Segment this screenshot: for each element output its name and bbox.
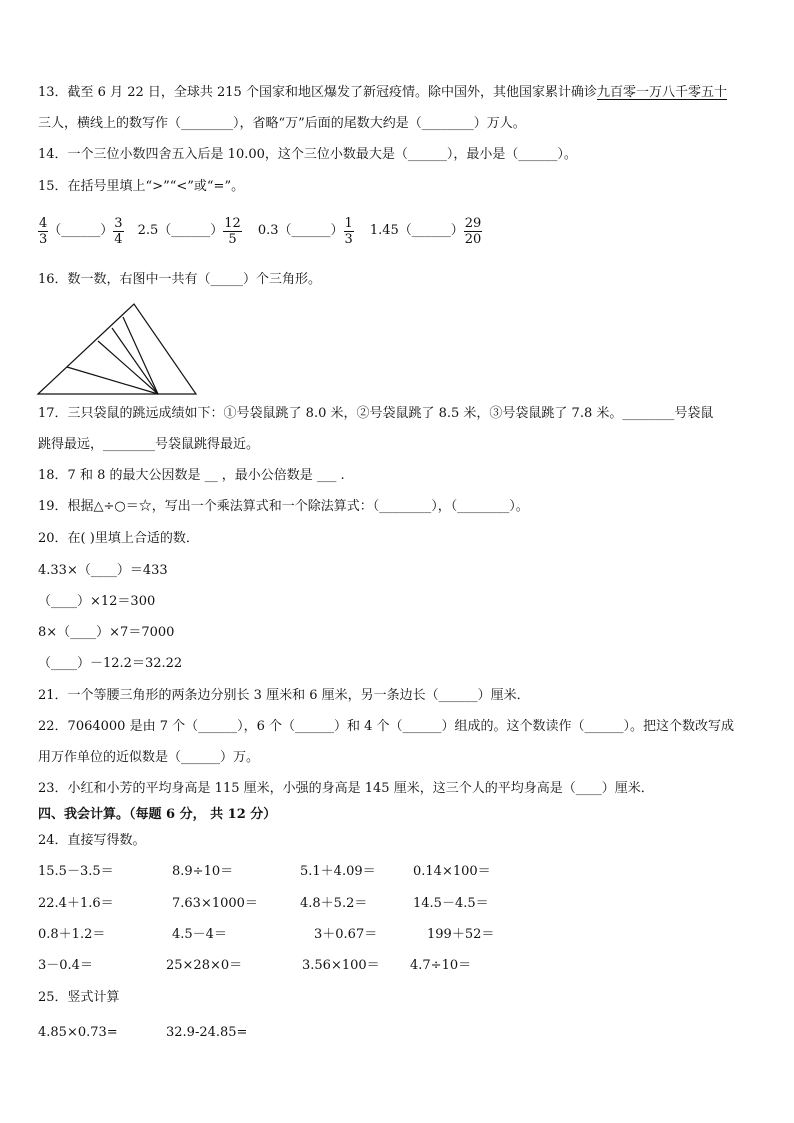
q21: 21．一个等腰三角形的两条边分别长 3 厘米和 6 厘米，另一条边长（______）厘米． (38, 688, 530, 703)
q15-item3-right-fraction: $\frac{1}{3}$ (344, 215, 353, 247)
q15-item1-right-fraction: $\frac{3}{4}$ (114, 215, 123, 247)
q24-r1c1: 15.5－3.5＝ (38, 864, 114, 879)
q24-stem: 24．直接写得数。 (38, 833, 146, 848)
triangle-cevian-3 (123, 317, 158, 394)
q15-item3-left: 0.3 (257, 223, 279, 238)
q20-item-3: 8×（____）×7＝7000 (38, 625, 175, 640)
section4-heading: 四、我会计算。（每题 6 分， 共 12 分） (38, 807, 277, 822)
q24-r4c4: 4.7÷10＝ (410, 958, 472, 973)
q13-text-a: 13．截至 6 月 22 日，全球共 215 个国家和地区爆发了新冠疫情。除中国外，其他国家累计确诊 (38, 85, 597, 100)
q16-triangle-figure (36, 300, 201, 400)
q20-stem: 20．在( )里填上合适的数． (38, 531, 199, 546)
q22-line2: 用万作单位的近似数是（______）万。 (38, 750, 260, 765)
triangle-cevian-4 (67, 367, 158, 394)
q25-item-2: 32.9-24.85= (166, 1025, 248, 1040)
q24-r2c2: 7.63×1000＝ (172, 896, 258, 911)
q13-line2: 三人，横线上的数写作（________），省略“万”后面的尾数大约是（________）万人。 (38, 116, 526, 131)
q15-item1-left-fraction: $\frac{4}{3}$ (39, 215, 48, 247)
q24-r2c3: 4.8＋5.2＝ (300, 896, 368, 911)
q23: 23．小红和小芳的平均身高是 115 厘米，小强的身高是 145 厘米，这三个人的平均身高是（____）厘米． (38, 781, 654, 796)
q16: 16．数一数，右图中一共有（_____）个三角形。 (38, 272, 322, 287)
q20-item-1: 4.33×（____）＝433 (38, 563, 168, 578)
q15-item2-left: 2.5 (137, 223, 159, 238)
q15-item2-blank[interactable]: （______） (158, 223, 224, 238)
q24-r3c1: 0.8＋1.2＝ (38, 927, 106, 942)
q24-r4c1: 3－0.4＝ (38, 958, 93, 973)
q25-item-1: 4.85×0.73= (38, 1025, 118, 1040)
q15-item4-right-fraction: $\frac{29}{20}$ (464, 215, 482, 247)
q15-item4-left: 1.45 (369, 223, 399, 238)
q24-r3c4: 199＋52＝ (427, 927, 495, 942)
q15-compare-row (38, 211, 482, 251)
q24-r4c2: 25×28×0＝ (166, 958, 243, 973)
q24-r2c4: 14.5－4.5＝ (413, 896, 489, 911)
q15-item2-right-fraction: $\frac{12}{5}$ (224, 215, 241, 247)
q13-line1 (38, 84, 727, 102)
q20-item-4: （____）－12.2＝32.22 (38, 656, 183, 671)
triangle-outline (38, 304, 196, 394)
q15-item3-blank[interactable]: （______） (278, 223, 344, 238)
q19: 19．根据△÷○＝☆，写出一个乘法算式和一个除法算式：（________），（________）。 (38, 499, 529, 514)
triangle-cevian-2 (112, 328, 158, 394)
q15-item1-blank[interactable]: （______） (48, 223, 114, 238)
q15-stem: 15．在括号里填上“>”“<”或“=”。 (38, 179, 245, 194)
q14: 14．一个三位小数四舍五入后是 10.00，这个三位小数最大是（______），最小是（______）。 (38, 147, 577, 162)
q17-line2: 跳得最远，________号袋鼠跳得最近。 (38, 437, 260, 452)
q24-r1c3: 5.1＋4.09＝ (300, 864, 376, 879)
q24-r2c1: 22.4＋1.6＝ (38, 896, 114, 911)
q24-r4c3: 3.56×100＝ (302, 958, 380, 973)
q13-underlined-number: 九百零一万八千零五十 (596, 85, 727, 100)
triangle-cevian-1 (98, 341, 158, 394)
q20-item-2: （____）×12＝300 (38, 594, 156, 609)
q15-item4-blank[interactable]: （______） (398, 223, 464, 238)
q24-r3c3: 3＋0.67＝ (314, 927, 378, 942)
q24-r1c2: 8.9÷10＝ (172, 864, 234, 879)
q18: 18．7 和 8 的最大公因数是 __ ，最小公倍数是 ___ . (38, 468, 345, 483)
q22-line1: 22．7064000 是由 7 个（______），6 个（______）和 4 个（______）组成的。这个数读作（______）。把这个数改写成 (38, 719, 735, 734)
q24-r1c4: 0.14×100＝ (413, 864, 491, 879)
q24-r3c2: 4.5－4＝ (172, 927, 227, 942)
q25-stem: 25．竖式计算 (38, 990, 120, 1005)
q17-line1: 17．三只袋鼠的跳远成绩如下：①号袋鼠跳了 8.0 米，②号袋鼠跳了 8.5 米，③号袋鼠跳了 7.8 米。________号袋鼠 (38, 406, 714, 421)
